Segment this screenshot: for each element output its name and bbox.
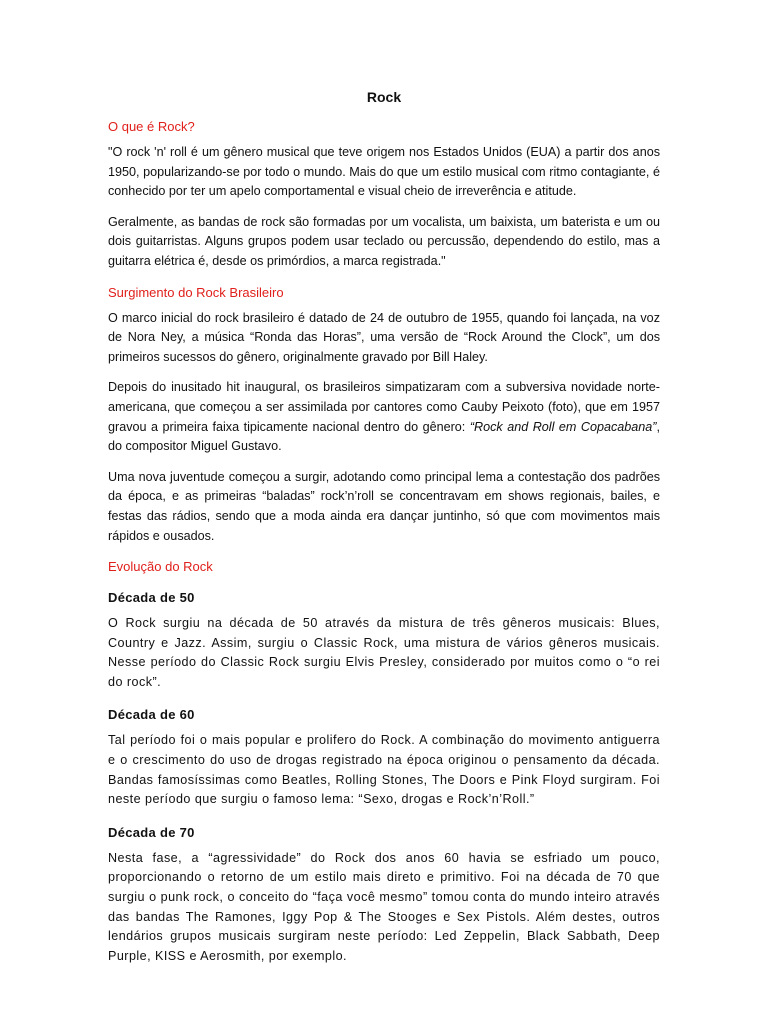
section-heading-brazilian-rock: Surgimento do Rock Brasileiro [108,284,284,300]
section-heading-what-is-rock: O que é Rock? [108,119,195,134]
decade-text-60: Tal período foi o mais popular e prolifero do Rock. A combinação do movimento antiguerra e o crescimento do uso de drogas registrado na época originou o pensamento da década. Bandas famosíssimas como Beatles, Rolling Stones, The Doors e Pink Floyd surgiram. Foi neste período que surgiu o famoso lema: “Sexo, drogas e Rock’n’Roll.” [108,733,660,807]
decade-heading-70: Década de 70 [108,824,195,840]
decade-heading-60: Década de 60 [108,707,195,723]
paragraph-brazil-2 [108,378,660,456]
section-heading-evolution: Evolução do Rock [108,559,213,575]
paragraph-what-is-2: Geralmente, as bandas de rock são formadas por um vocalista, um baixista, um baterista e um ou dois guitarristas. Alguns grupos podem usar teclado ou percussão, dependendo do estilo, mas a guitarra elétrica é, desde os primórdios, a marca registrada." [108,214,660,268]
song-title-italic: “Rock and Roll em Copacabana” [469,419,657,434]
document-page [108,0,660,966]
paragraph-brazil-1: O marco inicial do rock brasileiro é datado de 24 de outubro de 1955, quando foi lançada, na voz de Nora Ney, a música “Ronda das Horas”, uma versão de “Rock Around the Clock”, um dos primeiros sucessos do gênero, originalmente gravado por Bill Haley. [108,310,660,364]
decade-text-70: Nesta fase, a “agressividade” do Rock dos anos 60 havia se esfriado um pouco, proporcionando o retorno de um estilo mais direto e primitivo. Foi na década de 70 que surgiu o punk rock, o conceito do “faça você mesmo” tomou conta do mundo inteiro através das bandas The Ramones, Iggy Pop & The Stooges e Sex Pistols. Além destes, outros lendários grupos musicais surgiram neste período: Led Zeppelin, Black Sabbath, Deep Purple, KISS e Aerosmith, por exemplo. [108,850,660,963]
decade-heading-50: Década de 50 [108,590,195,606]
decade-text-50: O Rock surgiu na década de 50 através da mistura de três gêneros musicais: Blues, Country e Jazz. Assim, surgiu o Classic Rock, uma mistura de vários gêneros musicais. Nesse período do Classic Rock surgiu Elvis Presley, considerado por muitos como o “o rei do rock”. [108,616,660,689]
paragraph-brazil-3: Uma nova juventude começou a surgir, adotando como principal lema a contestação dos padrões da época, e as primeiras “baladas” rock’n’roll se concentravam em shows regionais, bailes, e festas das rádios, sendo que a moda ainda era dançar juntinho, só que com movimentos mais rápidos e ousados. [108,469,660,543]
paragraph-brazil-2-text: Depois do inusitado hit inaugural, os brasileiros simpatizaram com a subversiva novidade norte-americana, que começou a ser assimilada por cantores como Cauby Peixoto (foto), que em 1957 gravou a primeira faixa tipicamente nacional dentro do gênero: [108,380,660,434]
paragraph-what-is-1: "O rock 'n' roll é um gênero musical que teve origem nos Estados Unidos (EUA) a partir dos anos 1950, popularizando-se por todo o mundo. Mais do que um estilo musical com ritmo contagiante, é conhecido por ter um apelo comportamental e visual cheio de irreverência e atitude. [108,145,660,199]
page-title: Rock [366,89,402,105]
paragraph-brazil-2-tail: , do compositor Miguel Gustavo. [108,419,660,454]
